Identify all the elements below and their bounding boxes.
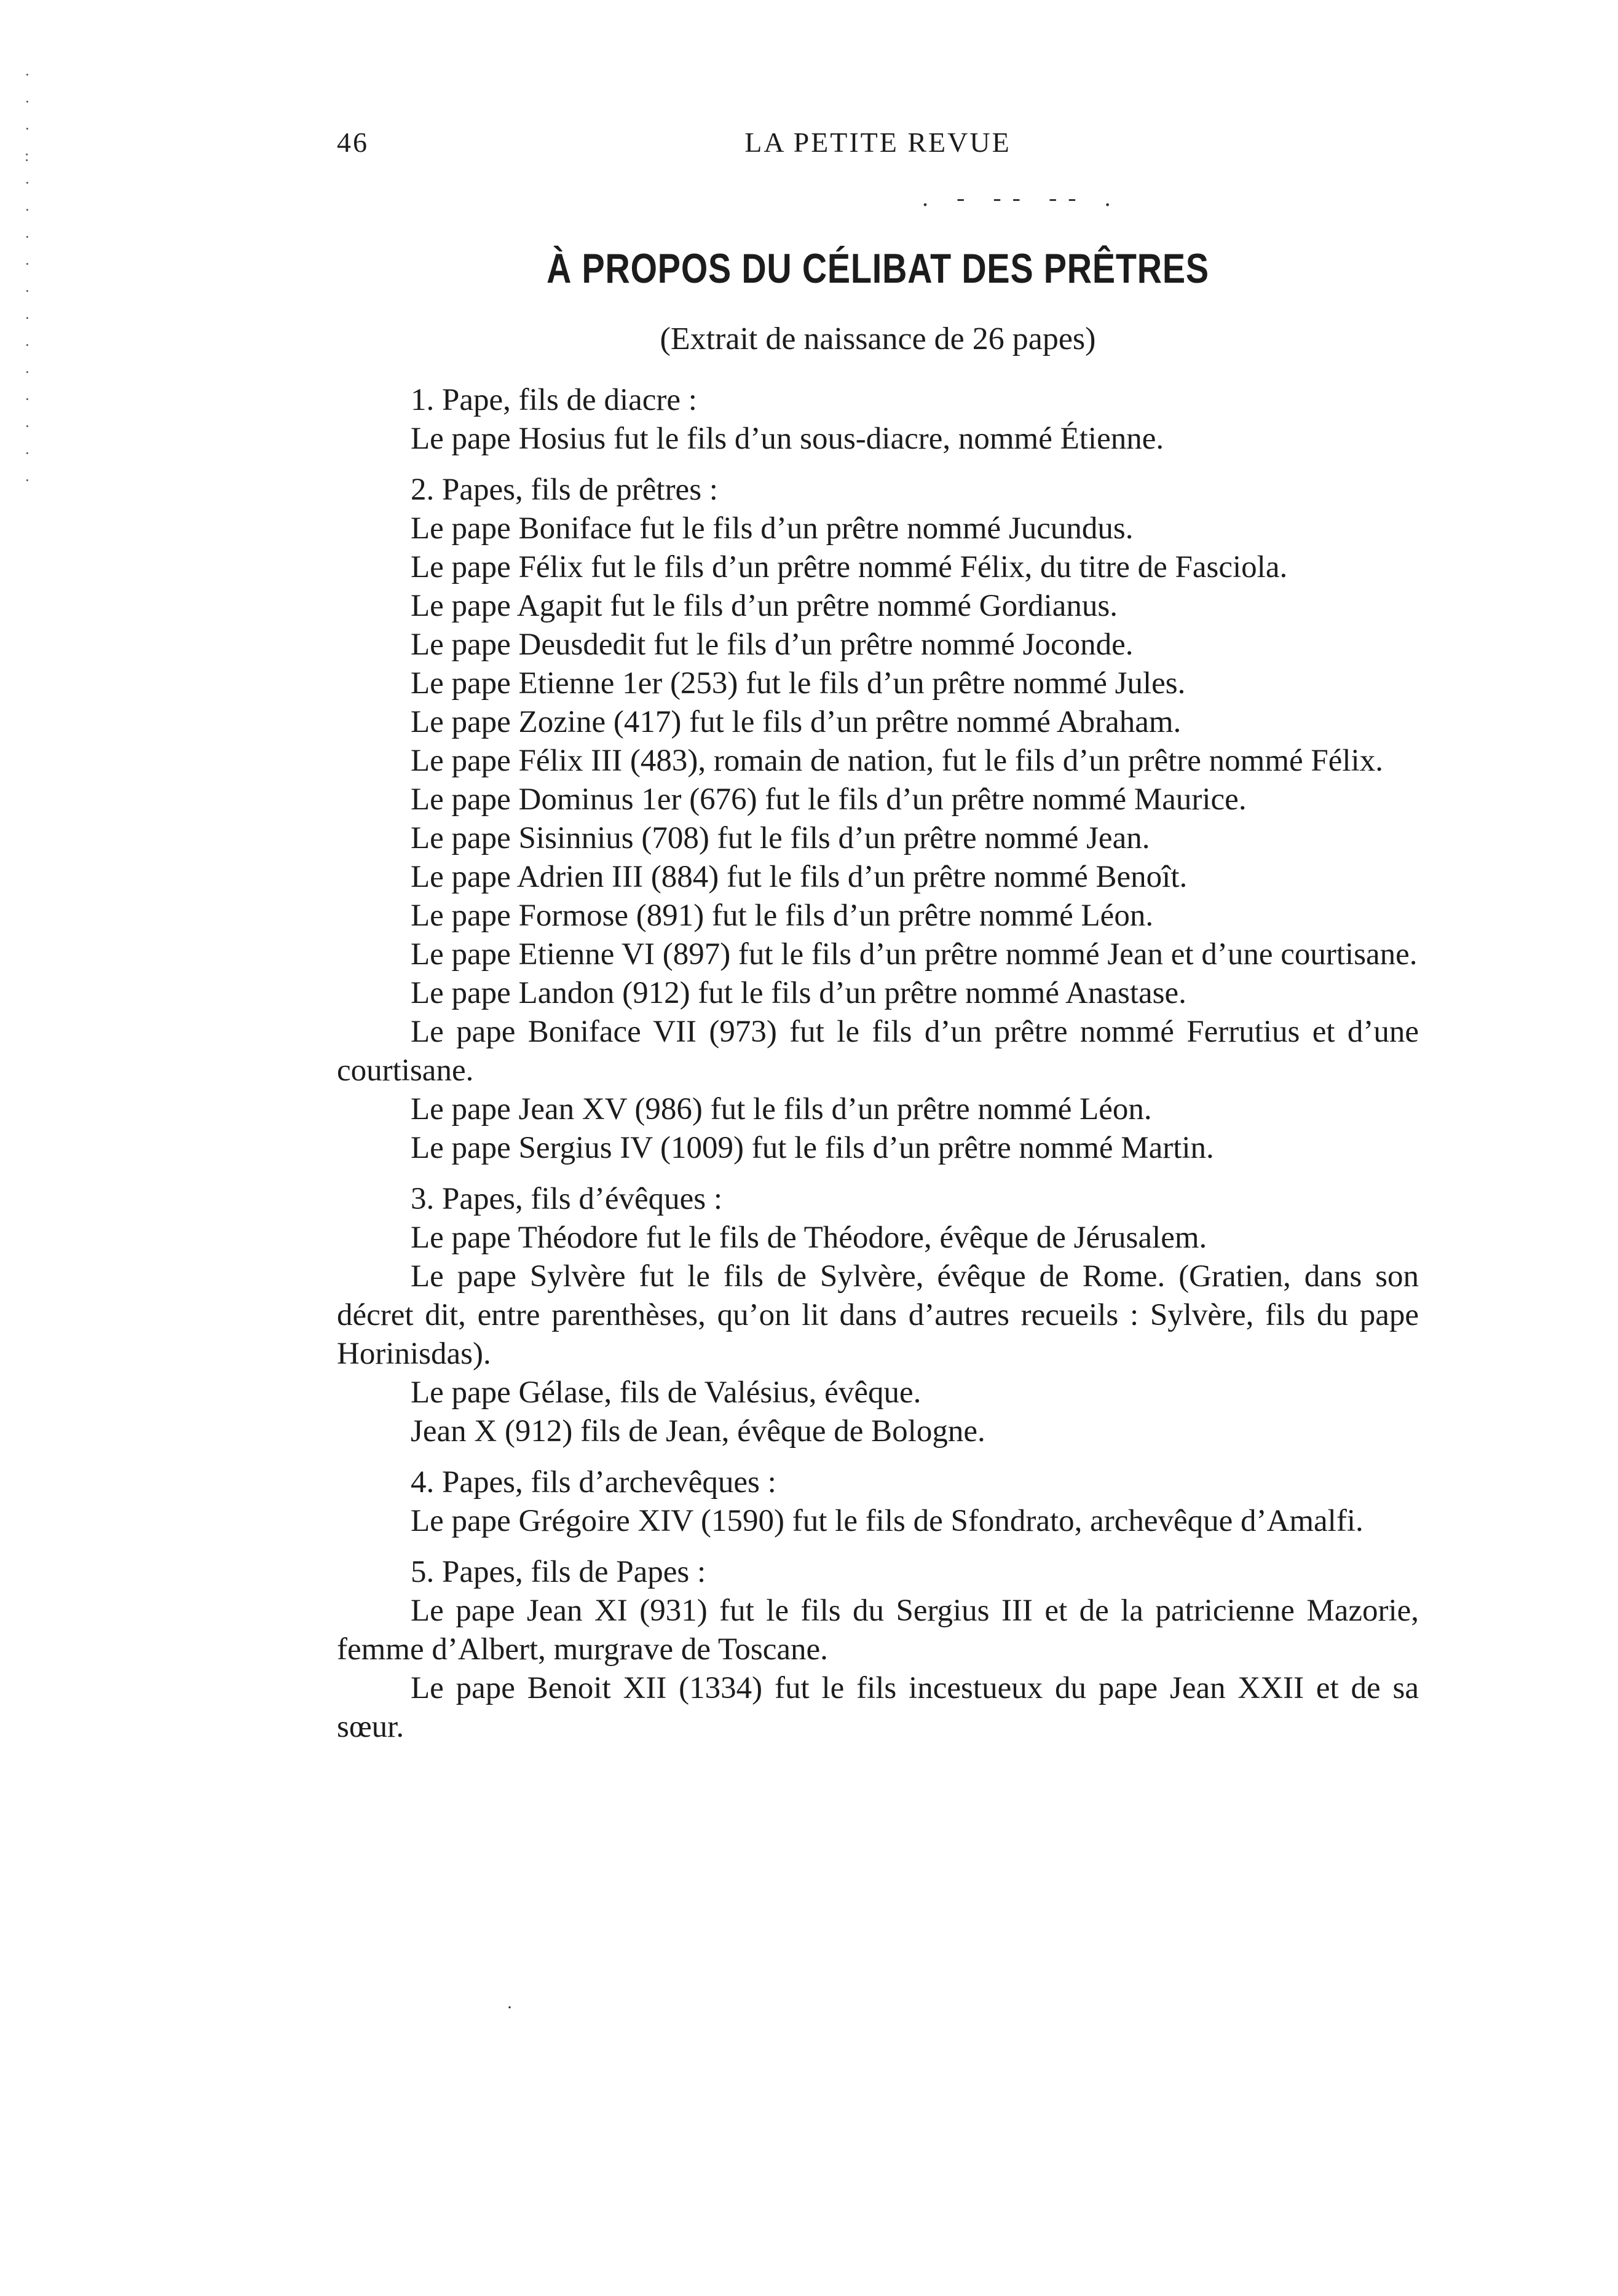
paragraph: Le pape Sylvère fut le fils de Sylvère, évêque de Rome. (Gratien, dans son décret dit, entre parenthèses, qu’on lit dans d’autres recueils : Sylvère, fils du pape Horinisdas). <box>337 1259 1419 1371</box>
page-header <box>337 126 1419 169</box>
article-title: À PROPOS DU CÉLIBAT DES PRÊTRES <box>547 245 1209 292</box>
section-heading: 2. Papes, fils de prêtres : <box>411 473 718 507</box>
paragraph: Le pape Félix fut le fils d’un prêtre nommé Félix, du titre de Fasciola. <box>411 550 1288 584</box>
paragraph: Le pape Etienne 1er (253) fut le fils d’un prêtre nommé Jules. <box>411 666 1186 701</box>
section-heading: 4. Papes, fils d’archevêques : <box>411 1465 776 1500</box>
paragraph: Le pape Jean XV (986) fut le fils d’un prêtre nommé Léon. <box>411 1092 1152 1126</box>
paragraph: Le pape Adrien III (884) fut le fils d’un prêtre nommé Benoît. <box>411 860 1188 894</box>
paragraph: Le pape Sergius IV (1009) fut le fils d’un prêtre nommé Martin. <box>411 1131 1214 1165</box>
paragraph: Le pape Benoit XII (1334) fut le fils incestueux du pape Jean XXII et de sa sœur. <box>337 1671 1419 1744</box>
paragraph: Le pape Jean XI (931) fut le fils du Sergius III et de la patricienne Mazorie, femme d’Albert, murgrave de Toscane. <box>337 1594 1419 1667</box>
paragraph: Le pape Gélase, fils de Valésius, évêque. <box>411 1375 921 1410</box>
paragraph: Jean X (912) fils de Jean, évêque de Bologne. <box>411 1414 985 1449</box>
section-heading: 1. Pape, fils de diacre : <box>411 383 697 417</box>
article-subtitle: (Extrait de naissance de 26 papes) <box>660 321 1096 356</box>
paragraph: Le pape Etienne VI (897) fut le fils d’un prêtre nommé Jean et d’une courtisane. <box>411 937 1418 972</box>
paragraph: Le pape Dominus 1er (676) fut le fils d’un prêtre nommé Maurice. <box>411 782 1247 817</box>
paragraph: Le pape Formose (891) fut le fils d’un prêtre nommé Léon. <box>411 898 1154 933</box>
paragraph: Le pape Boniface fut le fils d’un prêtre nommé Jucundus. <box>411 511 1134 546</box>
paragraph: Le pape Agapit fut le fils d’un prêtre nommé Gordianus. <box>411 589 1118 623</box>
stray-dot: · <box>507 1997 513 2018</box>
header-dashes: . - -- -- . <box>922 184 1122 211</box>
paragraph: Le pape Deusdedit fut le fils d’un prêtre nommé Joconde. <box>411 627 1134 662</box>
article-body <box>337 381 1419 1747</box>
paragraph: Le pape Boniface VII (973) fut le fils d’un prêtre nommé Ferrutius et d’une courtisane. <box>337 1015 1419 1088</box>
section-heading: 3. Papes, fils d’évêques : <box>411 1182 723 1216</box>
paragraph: Le pape Grégoire XIV (1590) fut le fils de Sfondrato, archevêque d’Amalfi. <box>411 1504 1363 1538</box>
page-number: 46 <box>337 127 369 158</box>
section-heading: 5. Papes, fils de Papes : <box>411 1555 706 1589</box>
paragraph: Le pape Félix III (483), romain de nation, fut le fils d’un prêtre nommé Félix. <box>411 744 1383 778</box>
paragraph: Le pape Landon (912) fut le fils d’un prêtre nommé Anastase. <box>411 976 1186 1010</box>
paragraph: Le pape Zozine (417) fut le fils d’un prêtre nommé Abraham. <box>411 705 1182 739</box>
paragraph: Le pape Sisinnius (708) fut le fils d’un prêtre nommé Jean. <box>411 821 1150 855</box>
running-title: LA PETITE REVUE <box>744 127 1011 158</box>
paragraph: Le pape Théodore fut le fils de Théodore, évêque de Jérusalem. <box>411 1221 1207 1255</box>
scan-margin-marks: · · · : · · · · · · · · · · · · <box>25 66 30 489</box>
paragraph: Le pape Hosius fut le fils d’un sous-diacre, nommé Étienne. <box>411 422 1164 456</box>
